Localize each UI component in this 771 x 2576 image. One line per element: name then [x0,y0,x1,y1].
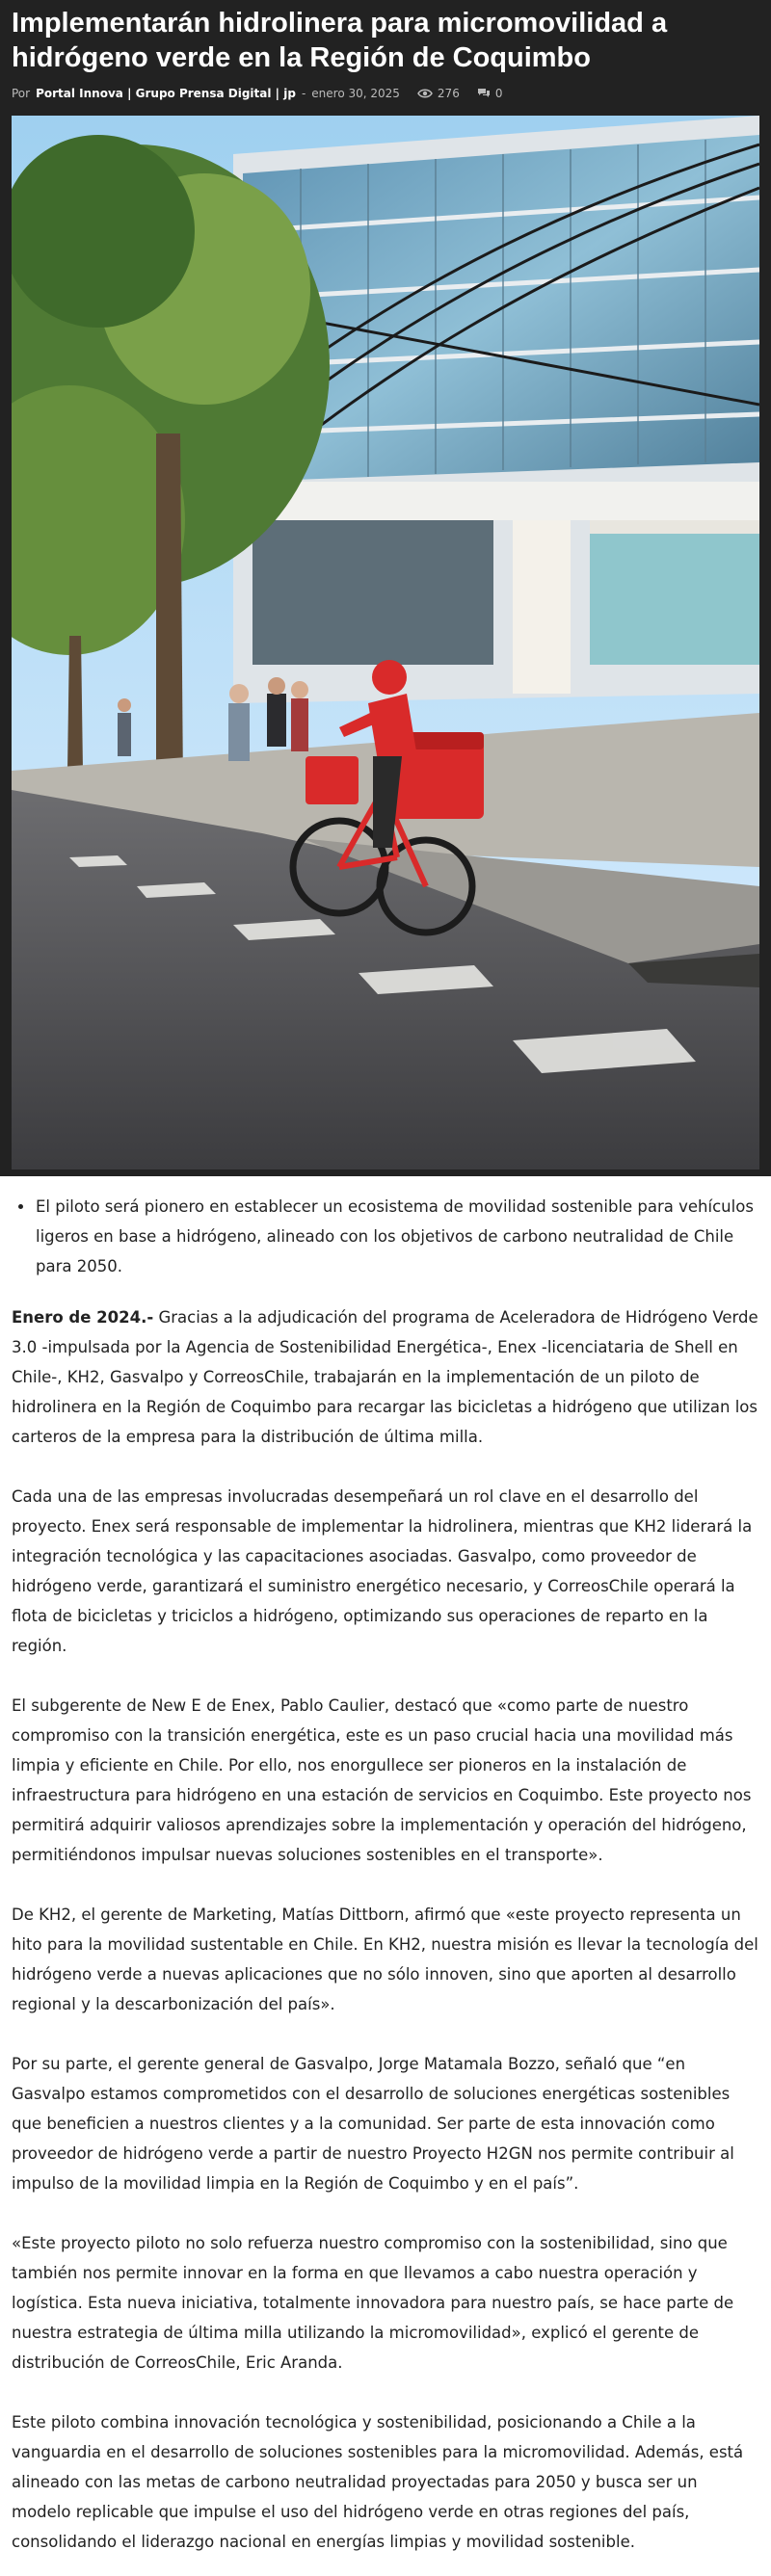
body-paragraph: El subgerente de New E de Enex, Pablo Caulier, destacó que «como parte de nuestro compromiso con la transición energética, este es un paso crucial hacia una movilidad más limpia y eficiente en Chile. Por ello, nos enorgullece ser pioneros en la instalación de infraestructura para hidrógeno en una estación de servicios en Coquimbo. Este proyecto nos permitirá adquirir valiosos aprendizajes sobre la implementación y operación del hidrógeno, permitiéndonos impulsar nuevas soluciones sostenibles en el transporte». [12,1696,752,1864]
body-paragraph: De KH2, el gerente de Marketing, Matías Dittborn, afirmó que «este proyecto representa un hito para la movilidad sustentable en Chile. En KH2, nuestra misión es llevar la tecnología del hidrógeno verde a nuevas aplicaciones que no sólo innoven, sino que aporten al desarrollo regional y la descarbonización del país». [12,1906,758,2013]
comments-icon [477,88,491,99]
views-value: 276 [437,87,460,100]
by-label: Por [12,87,31,100]
article-body [0,1176,771,2576]
eye-icon [417,89,433,98]
summary-list [12,1192,759,1281]
lead-date: Enero de 2024.- [12,1308,154,1327]
author-link[interactable]: Portal Innova | Grupo Prensa Digital | jp [36,87,296,100]
summary-bullet: • El piloto será pionero en establecer un ecosistema de movilidad sostenible para vehículos ligeros en base a hidrógeno, alineado con los objetivos de carbono neutralidad de Chile para 2050. [35,1192,759,1281]
article-title: Implementarán hidrolinera para micromovilidad a hidrógeno verde en la Región de Coquimbo [12,8,668,73]
lead-paragraph [12,1302,759,1452]
featured-photo [12,116,759,1170]
comments-value: 0 [494,87,503,100]
body-paragraph: Por su parte, el gerente general de Gasvalpo, Jorge Matamala Bozzo, señaló que “en Gasvalpo estamos comprometidos con el desarrollo de soluciones energéticas sostenibles que beneficien a nuestros clientes y a la comunidad. Ser parte de esta innovación como proveedor de hidrógeno verde a partir de nuestro Proyecto H2GN nos permite contribuir al impulso de la movilidad limpia en la Región de Coquimbo y en el país”. [12,2055,734,2193]
body-paragraph: «Este proyecto piloto no solo refuerza nuestro compromiso con la sostenibilidad, sino que también nos permite innovar en la forma en que llevamos a cabo nuestra operación y logística. Esta nueva iniciativa, totalmente innovadora para nuestro país, se hace parte de nuestra estrategia de última milla utilizando la micromovilidad», explicó el gerente de distribución de CorreosChile, Eric Aranda. [12,2234,734,2372]
publish-date: enero 30, 2025 [311,87,400,100]
comments-count[interactable] [477,85,503,102]
meta-separator: - [301,87,306,100]
body-paragraph: Cada una de las empresas involucradas desempeñará un rol clave en el desarrollo del proyecto. Enex será responsable de implementar la hidrolinera, mientras que KH2 liderará la integración tecnológica y las capacitaciones asociadas. Gasvalpo, como proveedor de hidrógeno verde, garantizará el suministro energético necesario, y CorreosChile operará la flota de bicicletas y triciclos a hidrógeno, optimizando sus operaciones de reparto en la región. [12,1487,753,1655]
article-meta [12,85,759,102]
lead-text: Gracias a la adjudicación del programa de Aceleradora de Hidrógeno Verde 3.0 -impulsada por la Agencia de Sostenibilidad Energética-, Enex -licenciataria de Shell en Chile-, KH2, Gasvalpo y CorreosChile, trabajarán en la implementación de un piloto de hidrolinera en la Región de Coquimbo para recargar las bicicletas a hidrógeno que utilizan los carteros de la empresa para la distribución de última milla. [12,1308,758,1446]
body-paragraph: Este piloto combina innovación tecnológica y sostenibilidad, posicionando a Chile a la vanguardia en el desarrollo de soluciones sostenibles para la micromovilidad. Además, está alineado con las metas de carbono neutralidad proyectadas para 2050 y busca ser un modelo replicable que impulse el uso del hidrógeno verde en otras regiones del país, consolidando el liderazgo nacional en energías limpias y movilidad sostenible. [12,2413,744,2551]
views-count [417,85,460,102]
featured-image-frame [0,116,771,1176]
article-header [0,0,771,116]
